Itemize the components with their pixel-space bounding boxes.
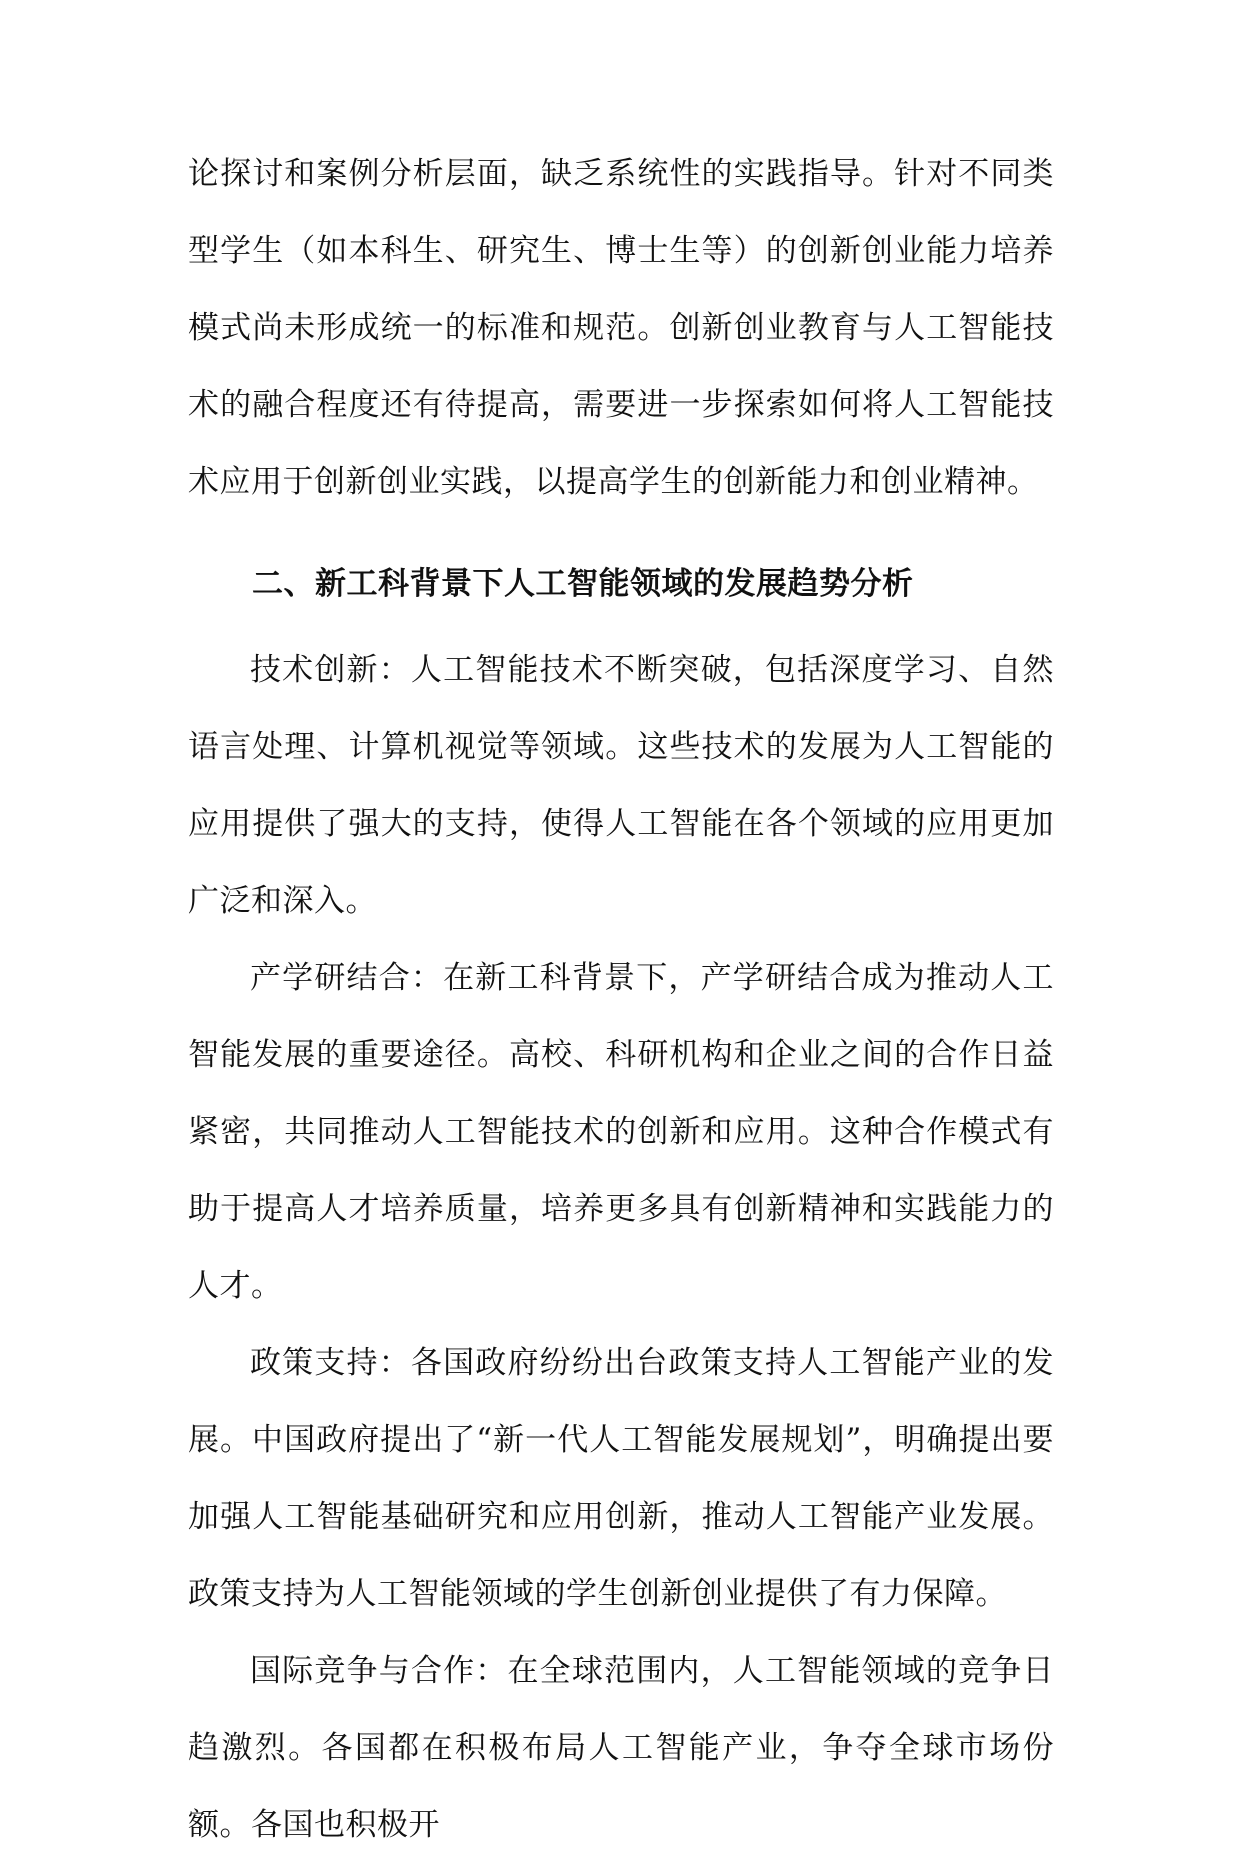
intro-paragraph: 论探讨和案例分析层面，缺乏系统性的实践指导。针对不同类型学生（如本科生、研究生、博士生等）的创新创业能力培养模式尚未形成统一的标准和规范。创新创业教育与人工智能技术的融合程度还有待提高，需要进一步探索如何将人工智能技术应用于创新创业实践，以提高学生的创新能力和创业精神。	[188, 156, 1054, 500]
paragraph-policy-support: 政策支持：各国政府纷纷出台政策支持人工智能产业的发展。中国政府提出了“新一代人工智能发展规划”，明确提出要加强人工智能基础研究和应用创新，推动人工智能产业发展。政策支持为人工智能领域的学生创新创业提供了有力保障。	[188, 1345, 1054, 1612]
intro-section	[188, 136, 1054, 521]
section-heading: 二、新工科背景下人工智能领域的发展趋势分析	[252, 566, 914, 602]
paragraph-technology-innovation: 技术创新：人工智能技术不断突破，包括深度学习、自然语言处理、计算机视觉等领域。这些技术的发展为人工智能的应用提供了强大的支持，使得人工智能在各个领域的应用更加广泛和深入。	[188, 652, 1054, 919]
body-section	[188, 632, 1054, 1864]
paragraph-international-competition: 国际竞争与合作：在全球范围内，人工智能领域的竞争日趋激烈。各国都在积极布局人工智能产业，争夺全球市场份额。各国也积极开	[188, 1653, 1054, 1843]
paragraph-industry-academia: 产学研结合：在新工科背景下，产学研结合成为推动人工智能发展的重要途径。高校、科研机构和企业之间的合作日益紧密，共同推动人工智能技术的创新和应用。这种合作模式有助于提高人才培养质量，培养更多具有创新精神和实践能力的人才。	[188, 960, 1054, 1304]
